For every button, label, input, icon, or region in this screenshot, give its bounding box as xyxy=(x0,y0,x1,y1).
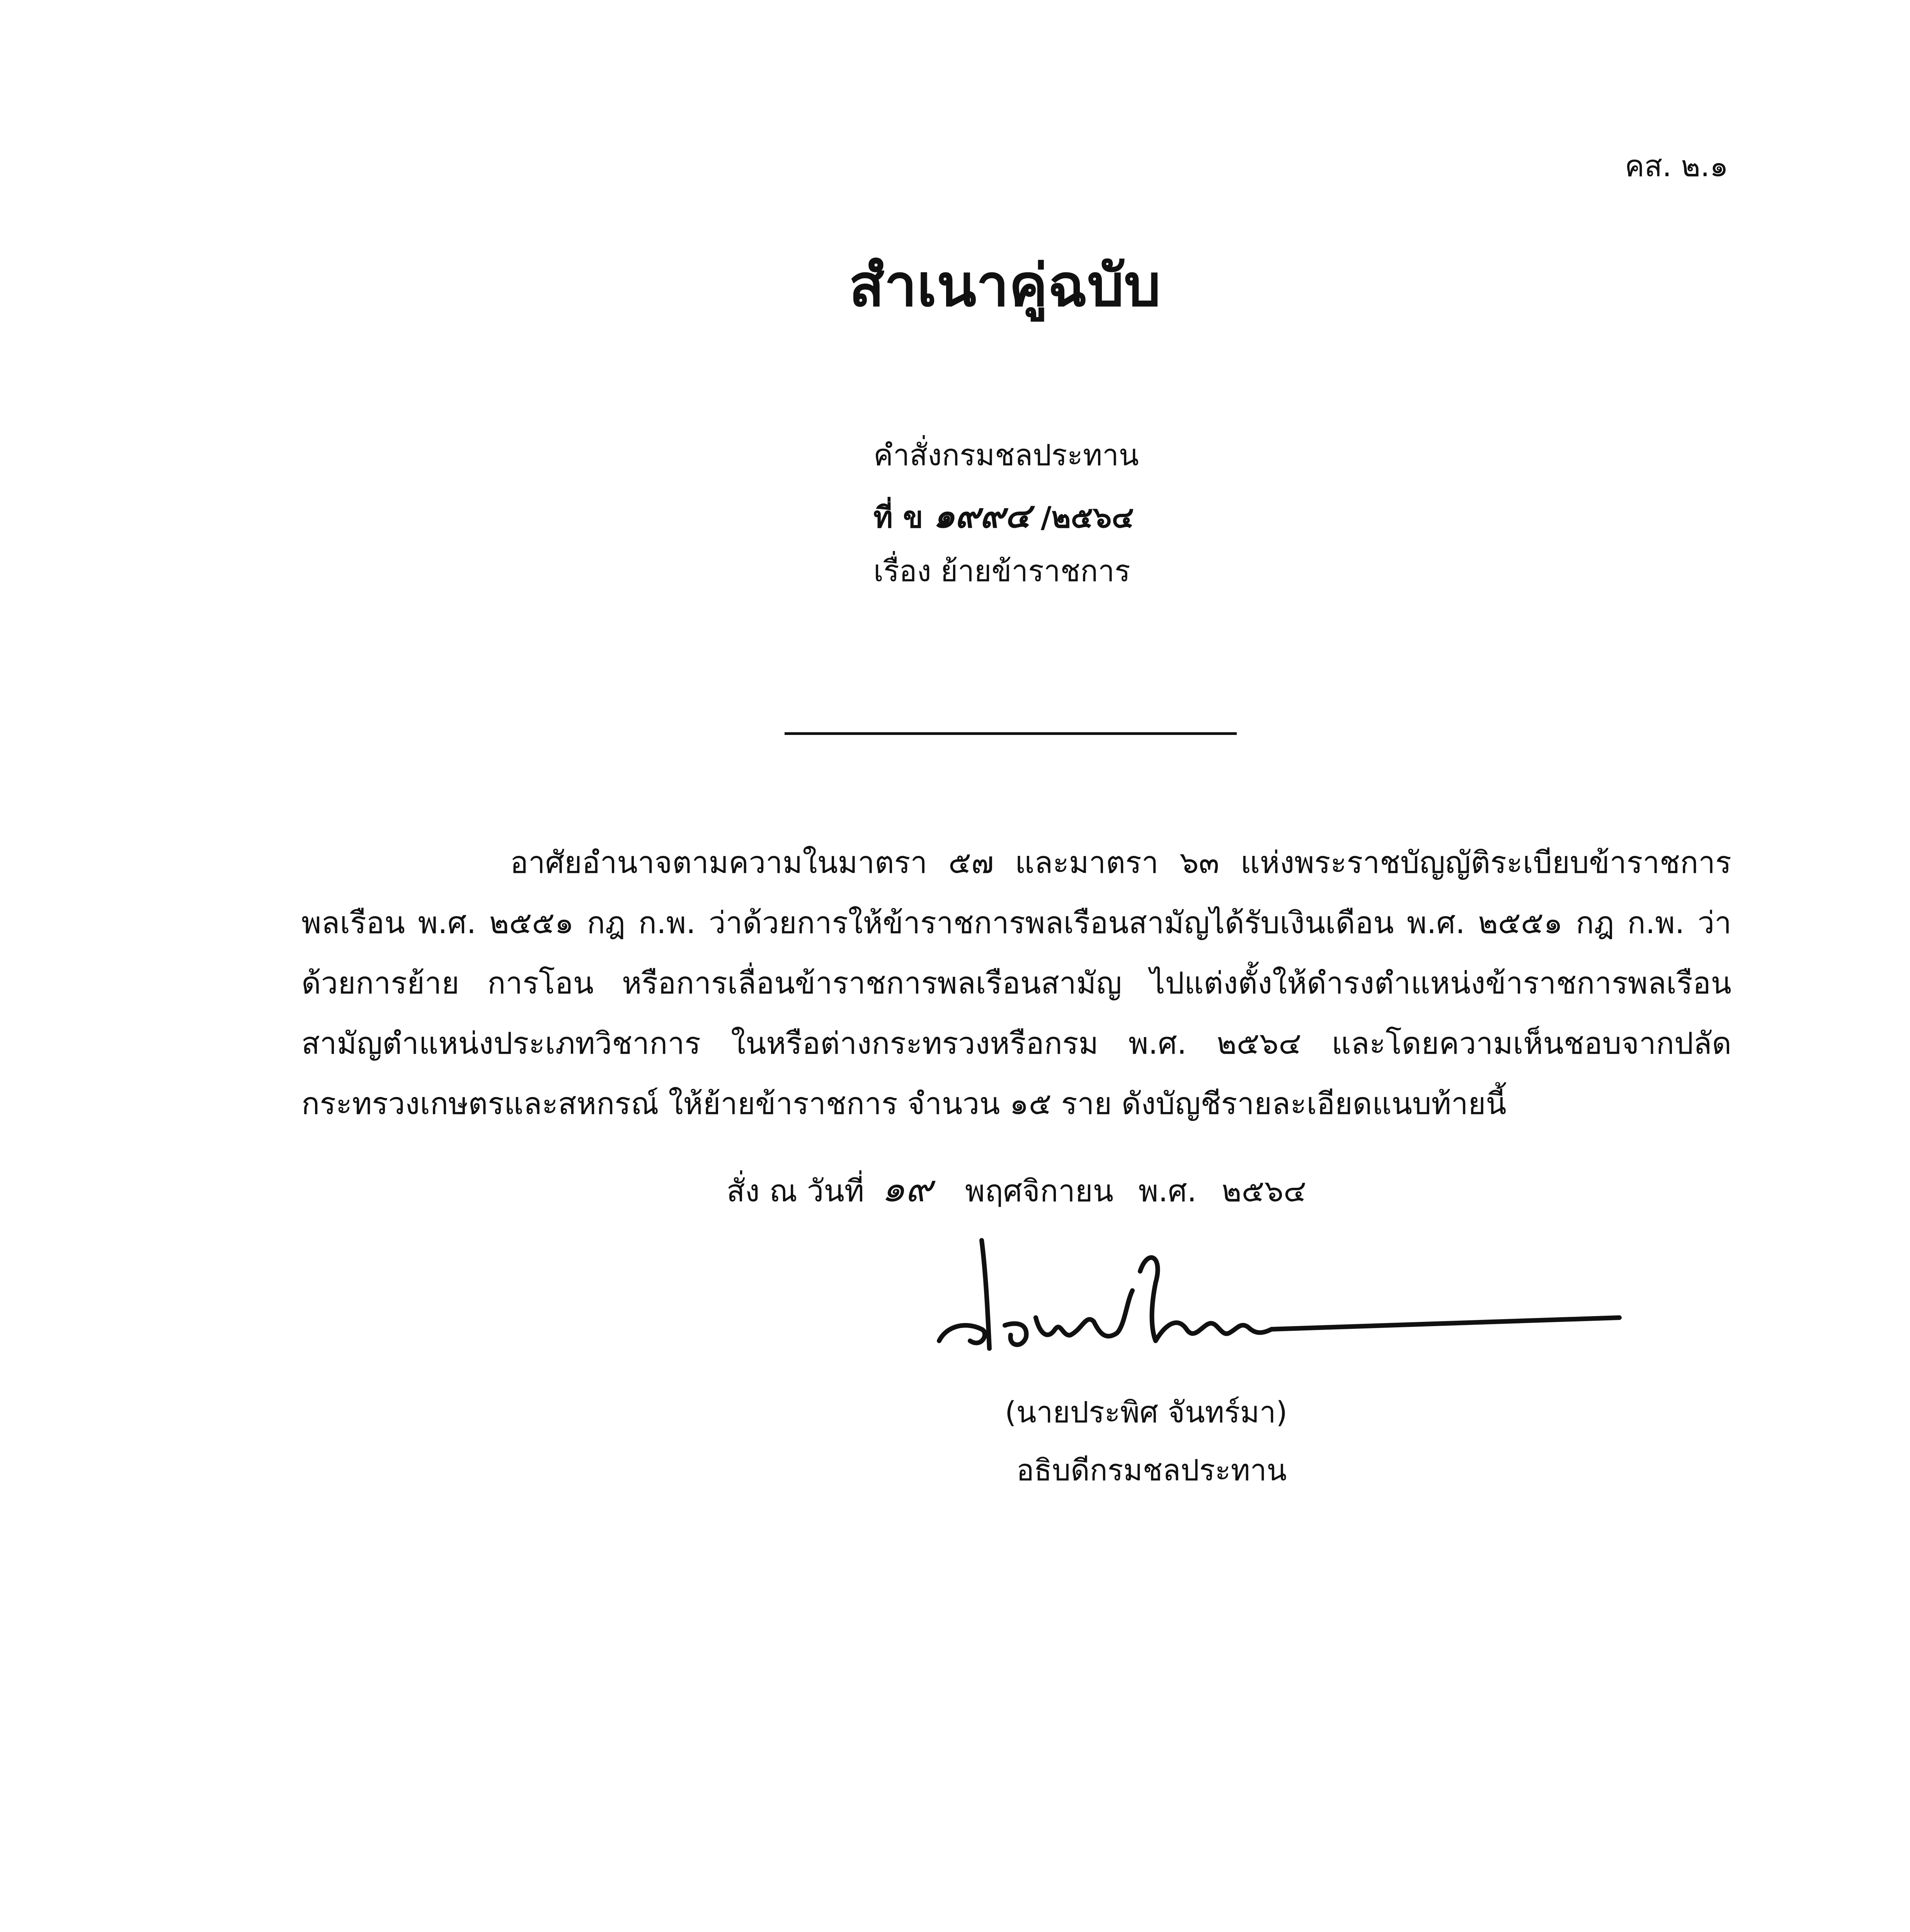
order-subject: เรื่อง ย้ายข้าราชการ xyxy=(873,554,1130,588)
signer-name: (นายประพิศ จันทร์มา) xyxy=(1005,1395,1288,1429)
order-body-paragraph: อาศัยอำนาจตามความในมาตรา ๕๗ และมาตรา ๖๓ แห่งพระราชบัญญัติระเบียบข้าราชการพลเรือน พ.ศ. ๒๕๕๑ กฎ ก.พ. ว่าด้วยการให้ข้าราชการพลเรือนสามัญได้รับเงินเดือน พ.ศ. ๒๕๕๑ กฎ ก.พ. ว่าด้วยการย้าย การโอน หรือการเลื่อนข้าราชการพลเรือนสามัญ ไปแต่งตั้งให้ดำรงตำแหน่งข้าราชการพลเรือนสามัญตำแหน่งประเภทวิชาการ ในหรือต่างกระทรวงหรือกรม พ.ศ. ๒๕๖๔ และโดยความเห็นชอบจากปลัดกระทรวงเกษตรและสหกรณ์ ให้ย้ายข้าราชการ จำนวน ๑๕ ราย ดังบัญชีรายละเอียดแนบท้ายนี้ xyxy=(301,845,1731,1121)
form-code: คส. ๒.๑ xyxy=(1624,149,1728,183)
order-number-handwritten: ๑๙๙๔ xyxy=(933,495,1031,536)
title-divider xyxy=(785,732,1237,735)
signer-title: อธิบดีกรมชลประทาน xyxy=(1016,1453,1287,1487)
order-number-prefix: ที่ ข xyxy=(873,500,923,534)
order-number-year: /๒๕๖๔ xyxy=(1040,500,1134,534)
order-issuer: คำสั่งกรมชลประทาน xyxy=(873,438,1139,472)
date-era: พ.ศ. xyxy=(1138,1174,1197,1209)
order-body xyxy=(301,833,1731,1134)
order-date xyxy=(727,1159,1306,1218)
order-header xyxy=(873,440,1139,614)
document-title: สำเนาคู่ฉบับ xyxy=(849,252,1161,320)
order-number xyxy=(873,495,1139,556)
date-year: ๒๕๖๔ xyxy=(1222,1174,1307,1209)
date-prefix: สั่ง ณ วันที่ xyxy=(727,1174,865,1209)
director-signature xyxy=(924,1225,1639,1372)
date-day-handwritten: ๑๙ xyxy=(881,1167,933,1210)
date-month: พฤศจิกายน xyxy=(965,1174,1113,1209)
